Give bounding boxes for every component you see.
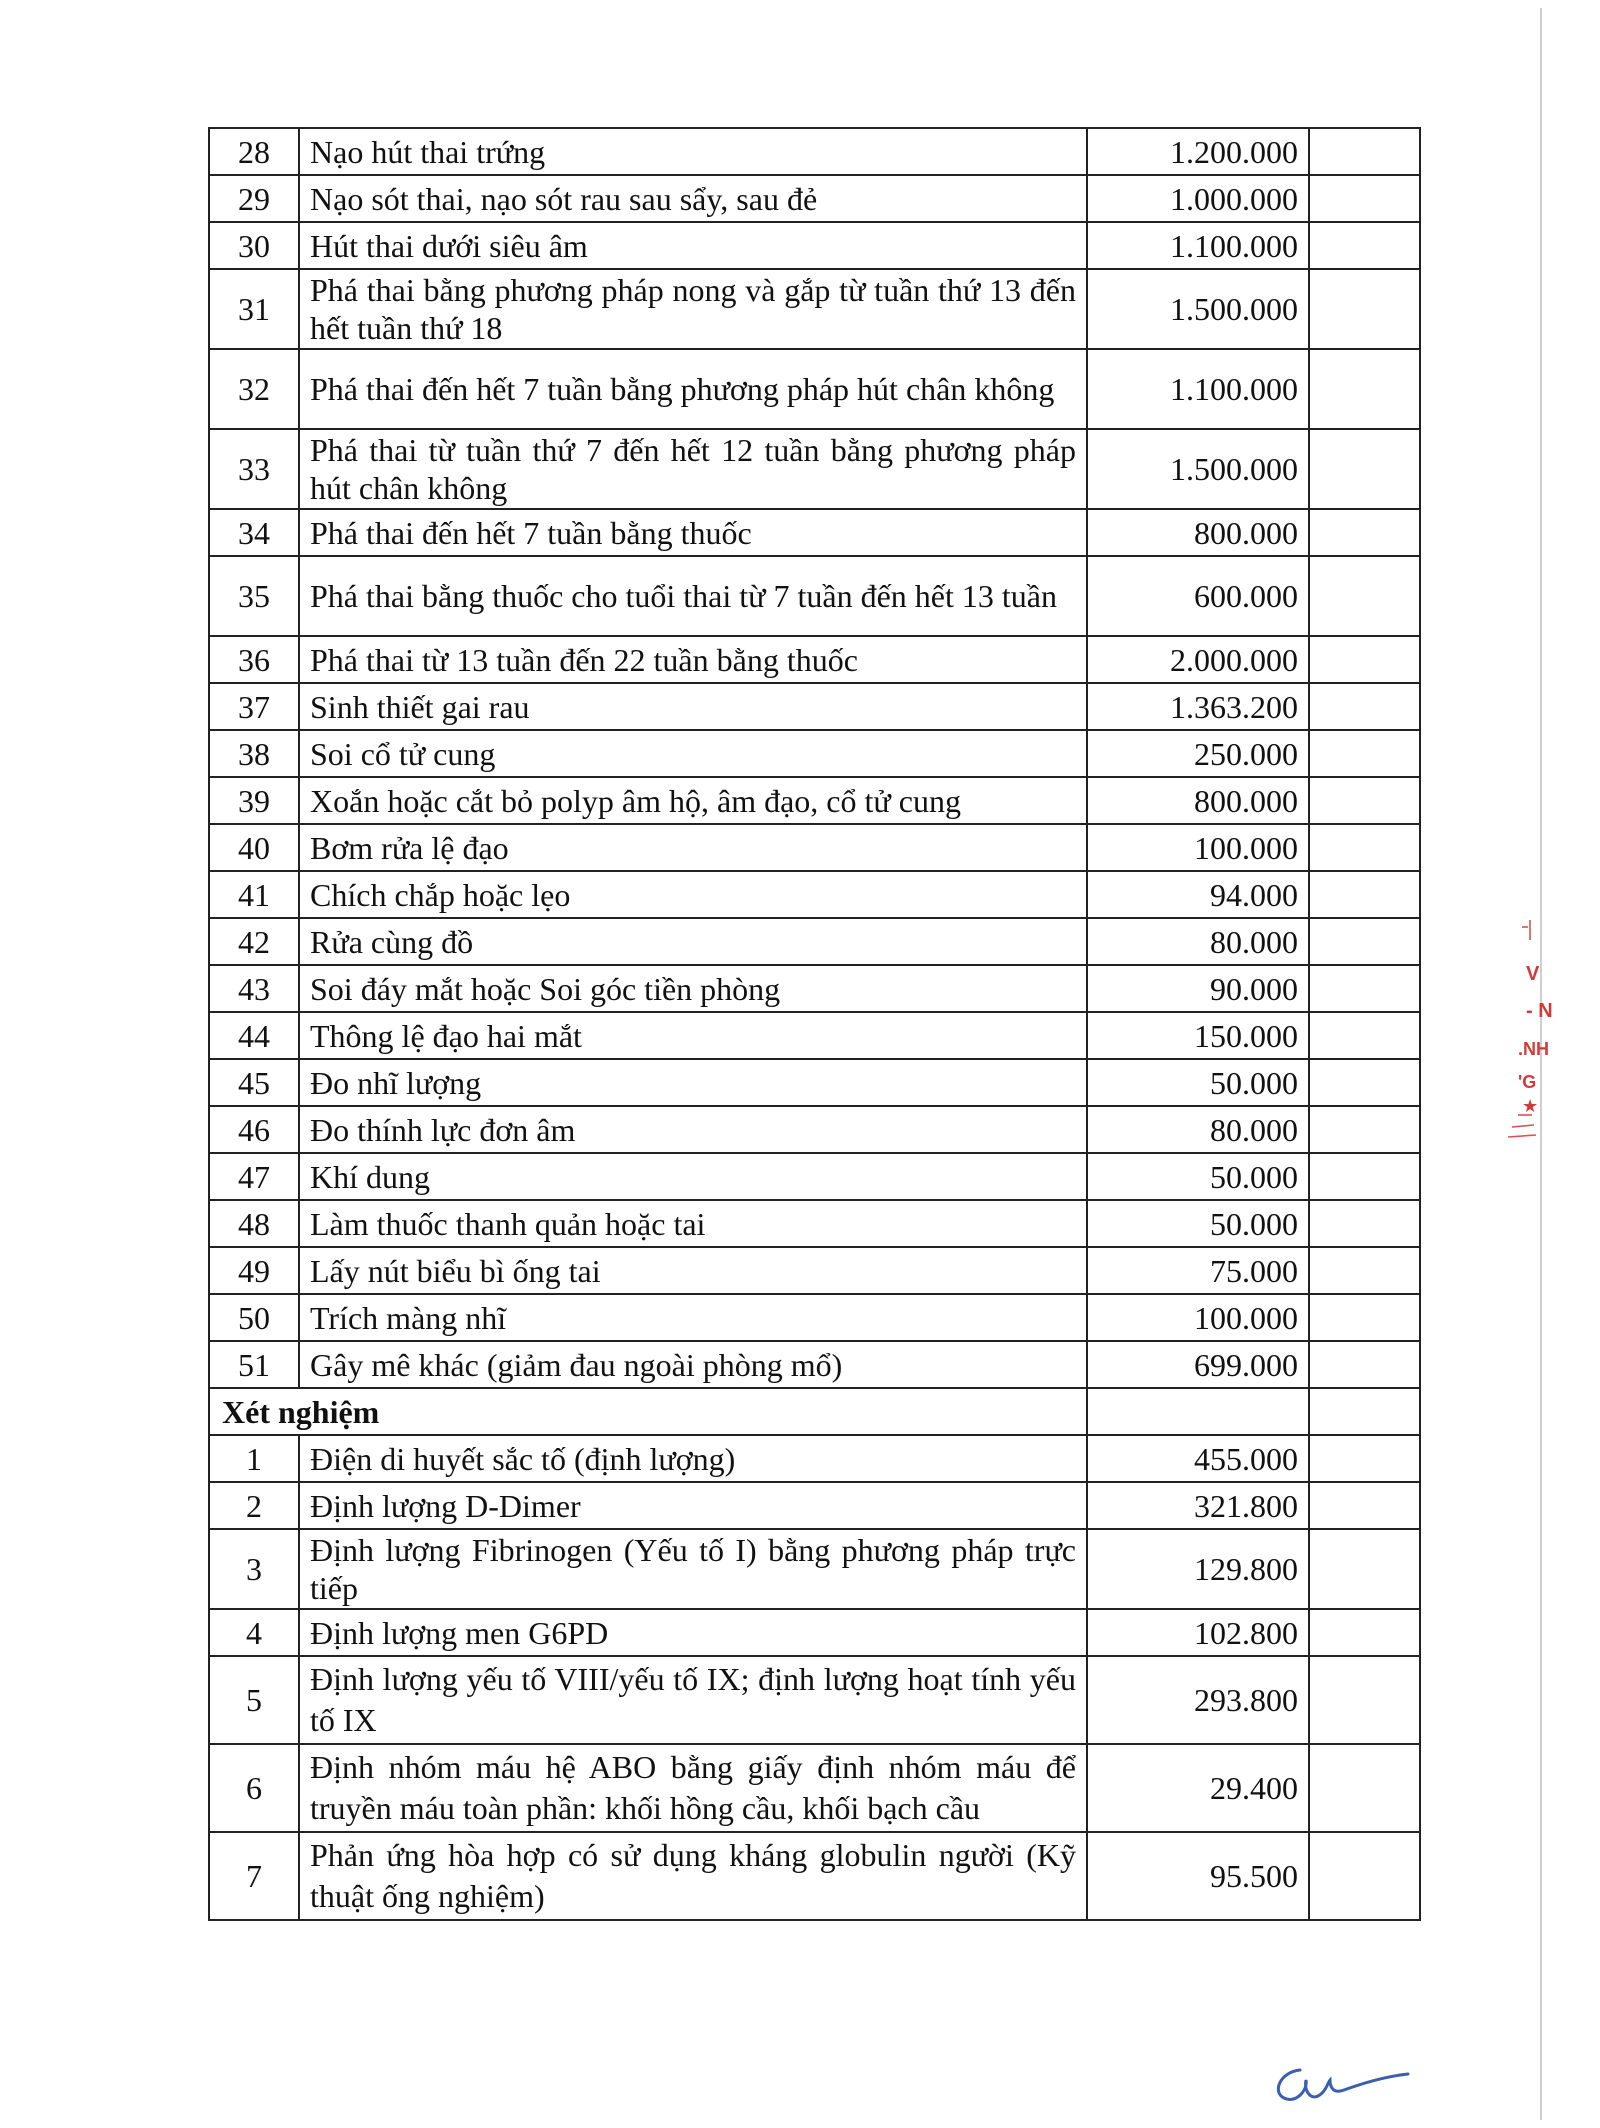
- service-name: Phá thai đến hết 7 tuần bằng thuốc: [299, 509, 1087, 556]
- table-row: [209, 429, 1420, 509]
- note-cell: [1309, 175, 1420, 222]
- service-price: 699.000: [1087, 1341, 1309, 1388]
- service-name: Hút thai dưới siêu âm: [299, 222, 1087, 269]
- note-cell: [1309, 1609, 1420, 1656]
- note-cell: [1309, 918, 1420, 965]
- service-price: 250.000: [1087, 730, 1309, 777]
- table-row: [209, 1482, 1420, 1529]
- service-name: Thông lệ đạo hai mắt: [299, 1012, 1087, 1059]
- service-name: Định nhóm máu hệ ABO bằng giấy định nhóm máu để truyền máu toàn phần: khối hồng cầu, khối bạch cầu: [299, 1744, 1087, 1832]
- service-price: 1.500.000: [1087, 269, 1309, 349]
- note-cell: [1309, 1247, 1420, 1294]
- service-price: 100.000: [1087, 1294, 1309, 1341]
- svg-text:- N: - N: [1526, 1000, 1553, 1022]
- service-price: 80.000: [1087, 918, 1309, 965]
- table-row: [209, 349, 1420, 429]
- service-price: 80.000: [1087, 1106, 1309, 1153]
- row-number: 37: [209, 683, 299, 730]
- row-number: 30: [209, 222, 299, 269]
- note-cell: [1309, 1482, 1420, 1529]
- service-price: 800.000: [1087, 777, 1309, 824]
- section-title: Xét nghiệm: [209, 1388, 1087, 1435]
- service-name: Xoắn hoặc cắt bỏ polyp âm hộ, âm đạo, cổ tử cung: [299, 777, 1087, 824]
- note-cell: [1309, 556, 1420, 636]
- table-row: [209, 636, 1420, 683]
- red-stamp-fragment: [1508, 905, 1553, 1145]
- row-number: 36: [209, 636, 299, 683]
- service-name: Định lượng men G6PD: [299, 1609, 1087, 1656]
- row-number: 5: [209, 1656, 299, 1744]
- table-row: [209, 730, 1420, 777]
- table-row: [209, 871, 1420, 918]
- service-name: Soi cổ tử cung: [299, 730, 1087, 777]
- row-number: 32: [209, 349, 299, 429]
- table-row: [209, 556, 1420, 636]
- service-name: Định lượng yếu tố VIII/yếu tố IX; định lượng hoạt tính yếu tố IX: [299, 1656, 1087, 1744]
- row-number: 28: [209, 128, 299, 175]
- service-price: 321.800: [1087, 1482, 1309, 1529]
- service-price: 95.500: [1087, 1832, 1309, 1920]
- service-price: 1.000.000: [1087, 175, 1309, 222]
- service-name: Lấy nút biểu bì ống tai: [299, 1247, 1087, 1294]
- table-row: [209, 777, 1420, 824]
- table-row: [209, 128, 1420, 175]
- table-row: [209, 509, 1420, 556]
- note-cell: [1309, 1059, 1420, 1106]
- table-row: [209, 1656, 1420, 1744]
- section-price-cell: [1087, 1388, 1309, 1435]
- row-number: 50: [209, 1294, 299, 1341]
- table-row: [209, 1012, 1420, 1059]
- row-number: 48: [209, 1200, 299, 1247]
- note-cell: [1309, 1529, 1420, 1609]
- service-name: Phá thai đến hết 7 tuần bằng phương pháp hút chân không: [299, 349, 1087, 429]
- note-cell: [1309, 1435, 1420, 1482]
- price-table: [208, 127, 1421, 1921]
- service-name: Phá thai bằng thuốc cho tuổi thai từ 7 tuần đến hết 13 tuần: [299, 556, 1087, 636]
- note-cell: [1309, 683, 1420, 730]
- table-row: [209, 1832, 1420, 1920]
- service-price: 150.000: [1087, 1012, 1309, 1059]
- service-price: 50.000: [1087, 1200, 1309, 1247]
- table-row: [209, 1529, 1420, 1609]
- table-row: [209, 269, 1420, 349]
- row-number: 44: [209, 1012, 299, 1059]
- row-number: 34: [209, 509, 299, 556]
- svg-text:'G: 'G: [1518, 1072, 1537, 1092]
- note-cell: [1309, 269, 1420, 349]
- service-name: Nạo hút thai trứng: [299, 128, 1087, 175]
- note-cell: [1309, 1200, 1420, 1247]
- service-name: Đo nhĩ lượng: [299, 1059, 1087, 1106]
- row-number: 45: [209, 1059, 299, 1106]
- service-price: 600.000: [1087, 556, 1309, 636]
- section-header-row: [209, 1388, 1420, 1435]
- table-row: [209, 1435, 1420, 1482]
- note-cell: [1309, 509, 1420, 556]
- svg-text:★: ★: [1522, 1096, 1539, 1117]
- service-price: 75.000: [1087, 1247, 1309, 1294]
- service-name: Soi đáy mắt hoặc Soi góc tiền phòng: [299, 965, 1087, 1012]
- service-price: 50.000: [1087, 1059, 1309, 1106]
- service-price: 129.800: [1087, 1529, 1309, 1609]
- note-cell: [1309, 1656, 1420, 1744]
- row-number: 2: [209, 1482, 299, 1529]
- row-number: 29: [209, 175, 299, 222]
- table-row: [209, 918, 1420, 965]
- table-row: [209, 683, 1420, 730]
- note-cell: [1309, 965, 1420, 1012]
- service-price: 2.000.000: [1087, 636, 1309, 683]
- row-number: 31: [209, 269, 299, 349]
- service-price: 29.400: [1087, 1744, 1309, 1832]
- service-name: Phá thai từ 13 tuần đến 22 tuần bằng thuốc: [299, 636, 1087, 683]
- note-cell: [1309, 429, 1420, 509]
- service-name: Định lượng D-Dimer: [299, 1482, 1087, 1529]
- service-name: Phá thai từ tuần thứ 7 đến hết 12 tuần bằng phương pháp hút chân không: [299, 429, 1087, 509]
- note-cell: [1309, 222, 1420, 269]
- table-row: [209, 1106, 1420, 1153]
- service-price: 94.000: [1087, 871, 1309, 918]
- service-name: Làm thuốc thanh quản hoặc tai: [299, 1200, 1087, 1247]
- service-price: 102.800: [1087, 1609, 1309, 1656]
- note-cell: [1309, 1153, 1420, 1200]
- service-name: Sinh thiết gai rau: [299, 683, 1087, 730]
- note-cell: [1309, 871, 1420, 918]
- service-name: Bơm rửa lệ đạo: [299, 824, 1087, 871]
- service-name: Nạo sót thai, nạo sót rau sau sẩy, sau đẻ: [299, 175, 1087, 222]
- row-number: 7: [209, 1832, 299, 1920]
- service-price: 100.000: [1087, 824, 1309, 871]
- service-name: Đo thính lực đơn âm: [299, 1106, 1087, 1153]
- row-number: 6: [209, 1744, 299, 1832]
- service-price: 293.800: [1087, 1656, 1309, 1744]
- service-name: Gây mê khác (giảm đau ngoài phòng mổ): [299, 1341, 1087, 1388]
- page-edge: [1540, 8, 1542, 2120]
- service-price: 1.363.200: [1087, 683, 1309, 730]
- service-name: Chích chắp hoặc lẹo: [299, 871, 1087, 918]
- table-row: [209, 222, 1420, 269]
- note-cell: [1309, 1832, 1420, 1920]
- row-number: 51: [209, 1341, 299, 1388]
- note-cell: [1309, 128, 1420, 175]
- row-number: 49: [209, 1247, 299, 1294]
- row-number: 4: [209, 1609, 299, 1656]
- service-price: 1.200.000: [1087, 128, 1309, 175]
- signature-mark: [1270, 2058, 1410, 2108]
- note-cell: [1309, 824, 1420, 871]
- table-row: [209, 824, 1420, 871]
- row-number: 46: [209, 1106, 299, 1153]
- service-name: Điện di huyết sắc tố (định lượng): [299, 1435, 1087, 1482]
- service-name: Trích màng nhĩ: [299, 1294, 1087, 1341]
- note-cell: [1309, 1744, 1420, 1832]
- table-row: [209, 1609, 1420, 1656]
- service-name: Khí dung: [299, 1153, 1087, 1200]
- row-number: 41: [209, 871, 299, 918]
- note-cell: [1309, 777, 1420, 824]
- note-cell: [1309, 1106, 1420, 1153]
- row-number: 42: [209, 918, 299, 965]
- service-price: 50.000: [1087, 1153, 1309, 1200]
- table-row: [209, 1200, 1420, 1247]
- row-number: 35: [209, 556, 299, 636]
- service-price: 90.000: [1087, 965, 1309, 1012]
- service-name: Phá thai bằng phương pháp nong và gắp từ tuần thứ 13 đến hết tuần thứ 18: [299, 269, 1087, 349]
- row-number: 33: [209, 429, 299, 509]
- row-number: 43: [209, 965, 299, 1012]
- note-cell: [1309, 636, 1420, 683]
- table-row: [209, 1341, 1420, 1388]
- row-number: 39: [209, 777, 299, 824]
- service-price: 800.000: [1087, 509, 1309, 556]
- row-number: 1: [209, 1435, 299, 1482]
- note-cell: [1309, 1012, 1420, 1059]
- table-row: [209, 1153, 1420, 1200]
- service-name: Định lượng Fibrinogen (Yếu tố I) bằng phương pháp trực tiếp: [299, 1529, 1087, 1609]
- table-row: [209, 1059, 1420, 1106]
- service-name: Phản ứng hòa hợp có sử dụng kháng globulin người (Kỹ thuật ống nghiệm): [299, 1832, 1087, 1920]
- svg-text:V: V: [1526, 963, 1540, 985]
- svg-text:.NH: .NH: [1518, 1039, 1549, 1059]
- table-row: [209, 1247, 1420, 1294]
- row-number: 38: [209, 730, 299, 777]
- note-cell: [1309, 1341, 1420, 1388]
- service-price: 455.000: [1087, 1435, 1309, 1482]
- table-row: [209, 965, 1420, 1012]
- row-number: 40: [209, 824, 299, 871]
- table-row: [209, 175, 1420, 222]
- service-name: Rửa cùng đồ: [299, 918, 1087, 965]
- table-row: [209, 1744, 1420, 1832]
- table-row: [209, 1294, 1420, 1341]
- row-number: 3: [209, 1529, 299, 1609]
- note-cell: [1309, 730, 1420, 777]
- note-cell: [1309, 349, 1420, 429]
- service-price: 1.100.000: [1087, 349, 1309, 429]
- service-price: 1.500.000: [1087, 429, 1309, 509]
- note-cell: [1309, 1294, 1420, 1341]
- note-cell: [1309, 1388, 1420, 1435]
- row-number: 47: [209, 1153, 299, 1200]
- service-price: 1.100.000: [1087, 222, 1309, 269]
